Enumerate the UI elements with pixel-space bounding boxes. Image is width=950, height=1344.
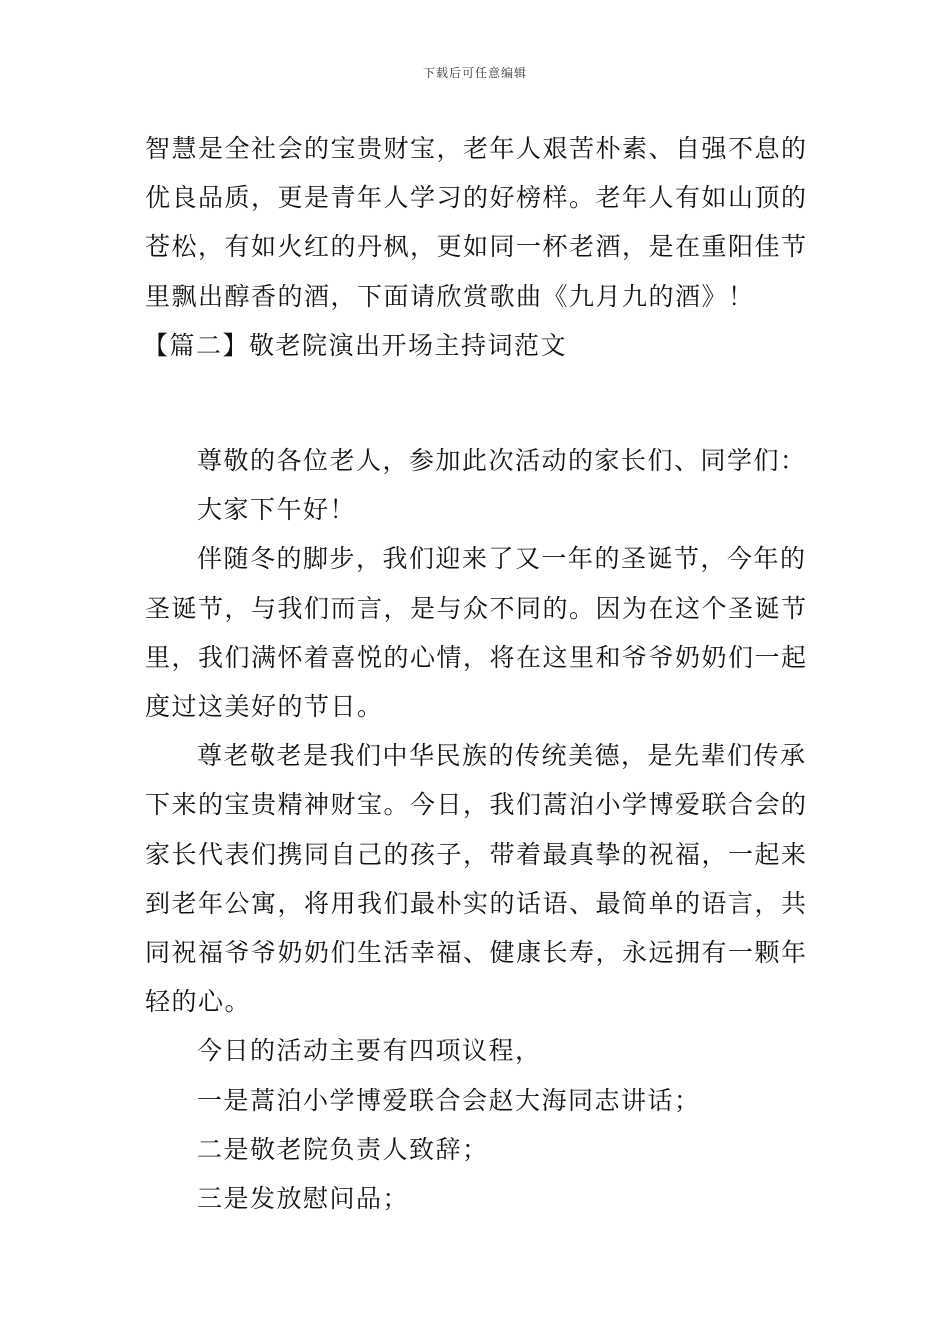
agenda-item: 二是敬老院负责人致辞； <box>197 1134 489 1164</box>
section-spacer <box>145 370 810 436</box>
paragraph-line: 圣诞节，与我们而言，是与众不同的。因为在这个圣诞节 <box>145 593 808 623</box>
paragraph-line: 轻的心。 <box>145 987 252 1017</box>
speech-hello: 大家下午好！ <box>197 495 357 525</box>
paragraph-line: 到老年公寓，将用我们最朴实的话语、最简单的语言，共 <box>145 888 808 918</box>
agenda-item: 三是发放慰问品； <box>197 1184 410 1214</box>
paragraph-line: 下来的宝贵精神财宝。今日，我们蒿泊小学博爱联合会的 <box>145 790 808 820</box>
intro-line: 智慧是全社会的宝贵财宝，老年人艰苦朴素、自强不息的 <box>145 134 808 163</box>
document-body <box>145 124 810 1223</box>
page-header-note: 下载后可任意编辑 <box>422 66 527 80</box>
intro-line: 里飘出醇香的酒，下面请欣赏歌曲《九月九的酒》！ <box>145 281 755 311</box>
paragraph-line: 里，我们满怀着喜悦的心情，将在这里和爷爷奶奶们一起 <box>145 642 808 672</box>
agenda-intro: 今日的活动主要有四项议程， <box>197 1036 542 1066</box>
intro-line: 优良品质，更是青年人学习的好榜样。老年人有如山顶的 <box>145 183 808 213</box>
agenda-item: 一是蒿泊小学博爱联合会赵大海同志讲话； <box>197 1085 701 1115</box>
section-heading: 【篇二】敬老院演出开场主持词范文 <box>143 330 568 360</box>
paragraph-line: 同祝福爷爷奶奶们生活幸福、健康长寿，永远拥有一颗年 <box>145 938 808 968</box>
paragraph-line: 家长代表们携同自己的孩子，带着最真挚的祝福，一起来 <box>145 839 808 869</box>
paragraph-line: 伴随冬的脚步，我们迎来了又一年的圣诞节，今年的 <box>197 544 807 574</box>
speech-greeting: 尊敬的各位老人，参加此次活动的家长们、同学们： <box>197 446 807 476</box>
intro-line: 苍松，有如火红的丹枫，更如同一杯老酒，是在重阳佳节 <box>145 232 808 262</box>
paragraph-line: 尊老敬老是我们中华民族的传统美德，是先辈们传承 <box>197 741 807 771</box>
paragraph-line: 度过这美好的节日。 <box>145 692 384 722</box>
